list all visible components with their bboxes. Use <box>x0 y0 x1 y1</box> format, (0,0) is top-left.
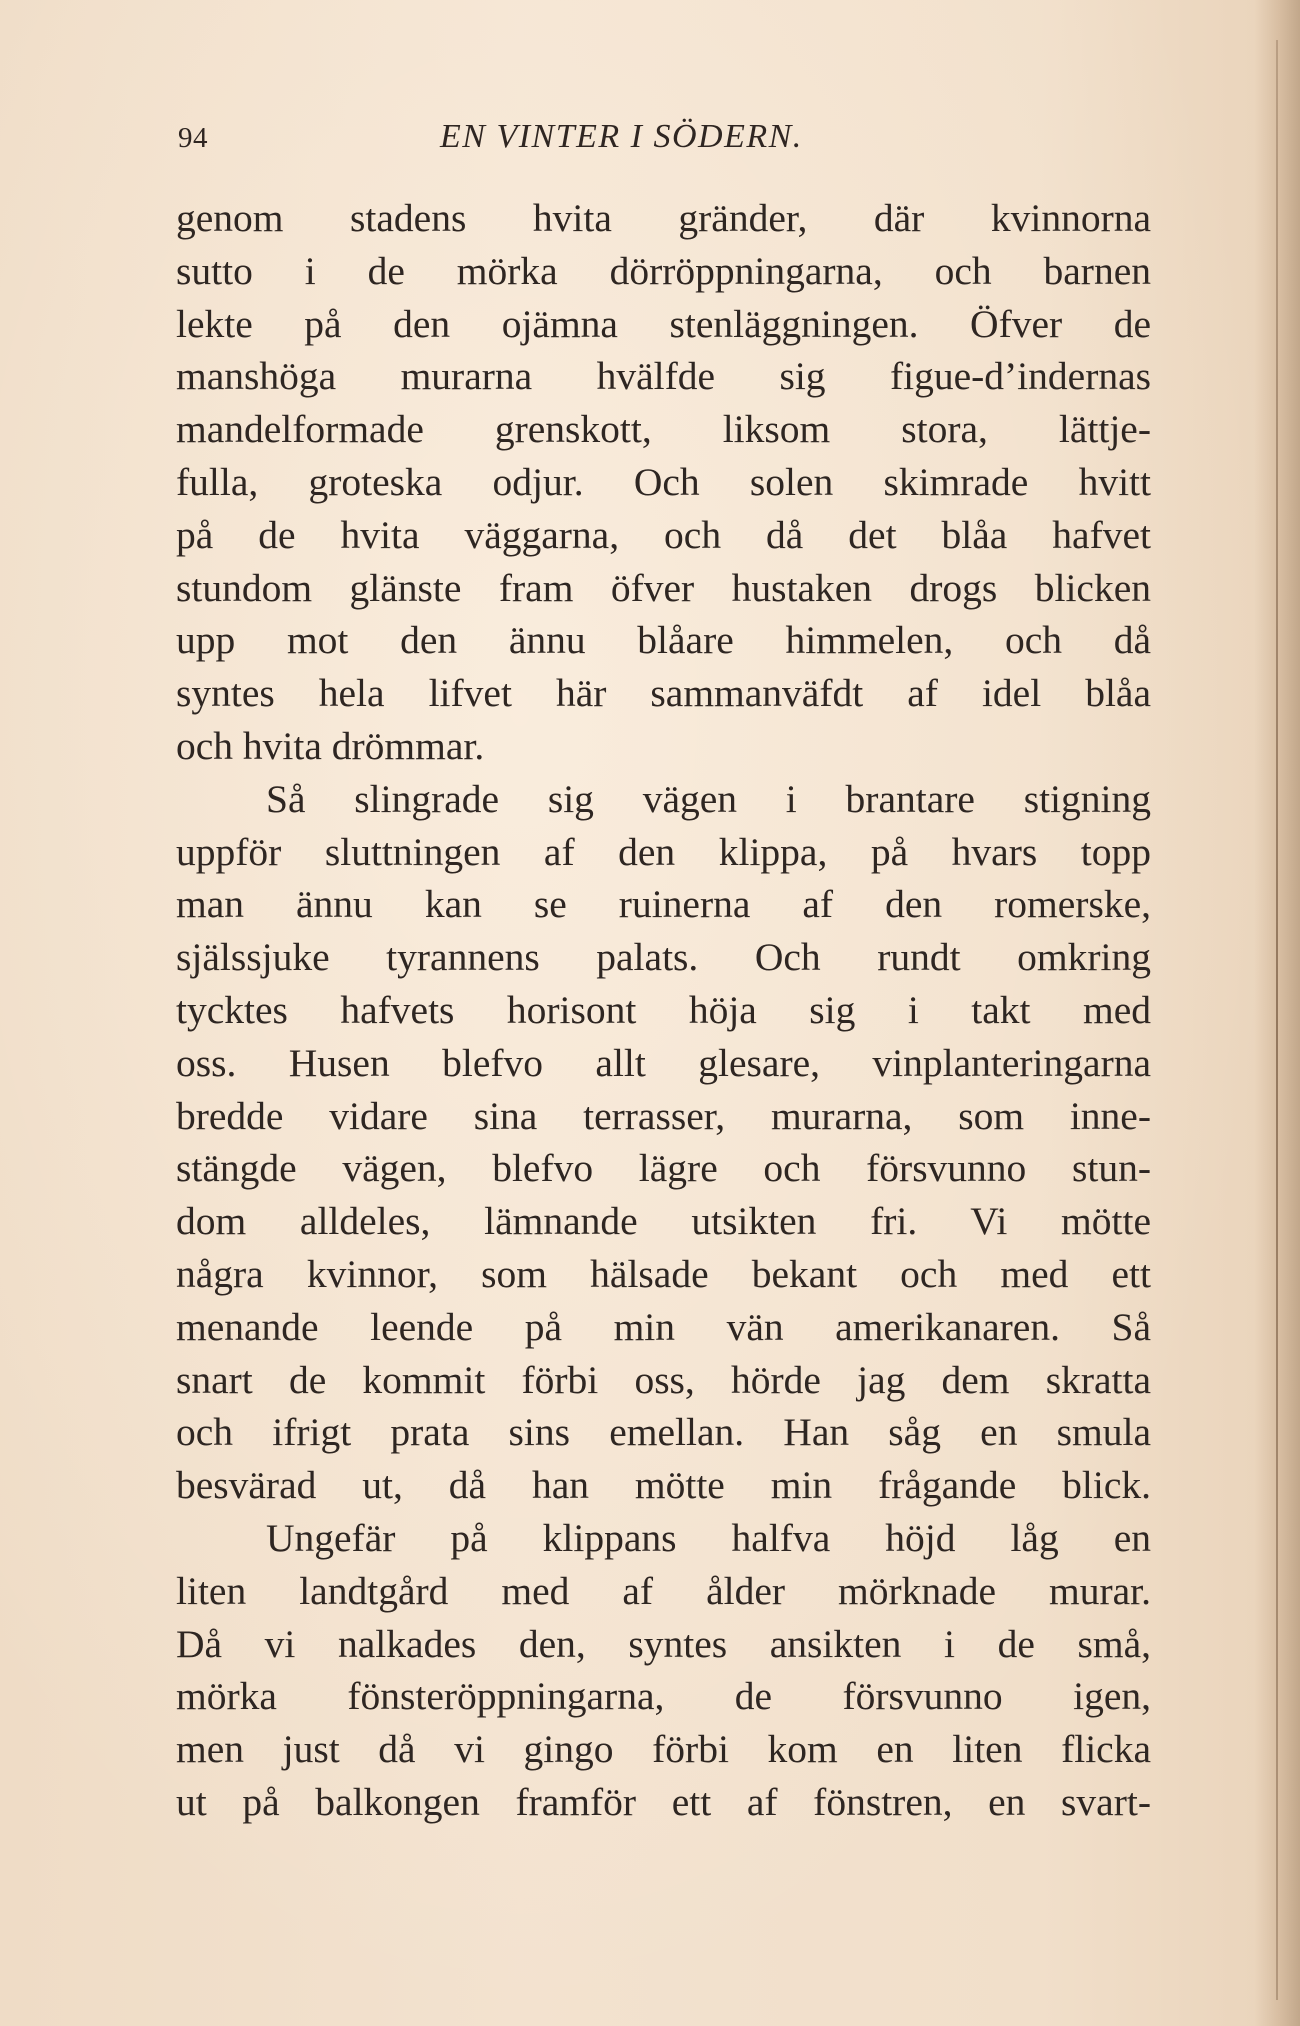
text-line: snart de kommit förbi oss, hörde jag dem skratta <box>176 1357 1151 1402</box>
text-line: mandelformade grenskott, liksom stora, lättje- <box>176 407 1151 452</box>
text-line: sutto i de mörka dörröppningarna, och barnen <box>176 248 1151 293</box>
running-head <box>178 118 1150 168</box>
text-line: manshöga murarna hvälfde sig figue-d’indernas <box>176 354 1151 399</box>
running-title: EN VINTER I SÖDERN. <box>440 118 803 155</box>
text-line: stundom glänste fram öfver hustaken drogs blicken <box>176 565 1151 610</box>
text-line: oss. Husen blefvo allt glesare, vinplanteringarna <box>176 1040 1151 1085</box>
text-line: bredde vidare sina terrasser, murarna, som inne- <box>176 1093 1151 1138</box>
text-line: på de hvita väggarna, och då det blåa hafvet <box>176 512 1151 557</box>
page-edge-line <box>1276 40 1278 2000</box>
text-line: dom alldeles, lämnande utsikten fri. Vi mötte <box>176 1199 1151 1244</box>
text-line: fulla, groteska odjur. Och solen skimrade hvitt <box>176 459 1151 504</box>
text-line: tycktes hafvets horisont höja sig i takt med <box>176 987 1151 1032</box>
text-line: ut på balkongen framför ett af fönstren, en svart- <box>176 1779 1151 1824</box>
text-line: några kvinnor, som hälsade bekant och med ett <box>176 1251 1151 1296</box>
text-line: syntes hela lifvet här sammanväfdt af idel blåa <box>176 671 1151 716</box>
text-line: liten landtgård med af ålder mörknade murar. <box>176 1568 1151 1613</box>
text-line: lekte på den ojämna stenläggningen. Öfver de <box>176 301 1151 346</box>
paragraph-first-line: Ungefär på klippans halfva höjd låg en <box>266 1515 1151 1560</box>
paragraph-end-line: och hvita drömmar. <box>176 723 485 768</box>
text-line: och ifrigt prata sins emellan. Han såg en smula <box>176 1410 1151 1455</box>
text-line: upp mot den ännu blåare himmelen, och då <box>176 618 1151 663</box>
page-number: 94 <box>178 122 208 154</box>
text-line: själssjuke tyrannens palats. Och rundt omkring <box>176 935 1151 980</box>
text-line: mörka fönsteröppningarna, de försvunno igen, <box>176 1674 1151 1719</box>
text-line: besvärad ut, då han mötte min frågande blick. <box>176 1463 1151 1508</box>
text-line: man ännu kan se ruinerna af den romerske, <box>176 882 1151 927</box>
body-text <box>176 192 1151 1829</box>
text-line: Då vi nalkades den, syntes ansikten i de små, <box>176 1621 1151 1666</box>
paragraph-first-line: Så slingrade sig vägen i brantare stigning <box>266 776 1151 821</box>
text-line: genom stadens hvita gränder, där kvinnorna <box>176 196 1151 240</box>
text-line: stängde vägen, blefvo lägre och försvunno stun- <box>176 1146 1151 1191</box>
text-line: uppför sluttningen af den klippa, på hvars topp <box>176 829 1151 874</box>
text-line: menande leende på min vän amerikanaren. Så <box>176 1304 1151 1349</box>
text-line: men just då vi gingo förbi kom en liten flicka <box>176 1727 1151 1772</box>
